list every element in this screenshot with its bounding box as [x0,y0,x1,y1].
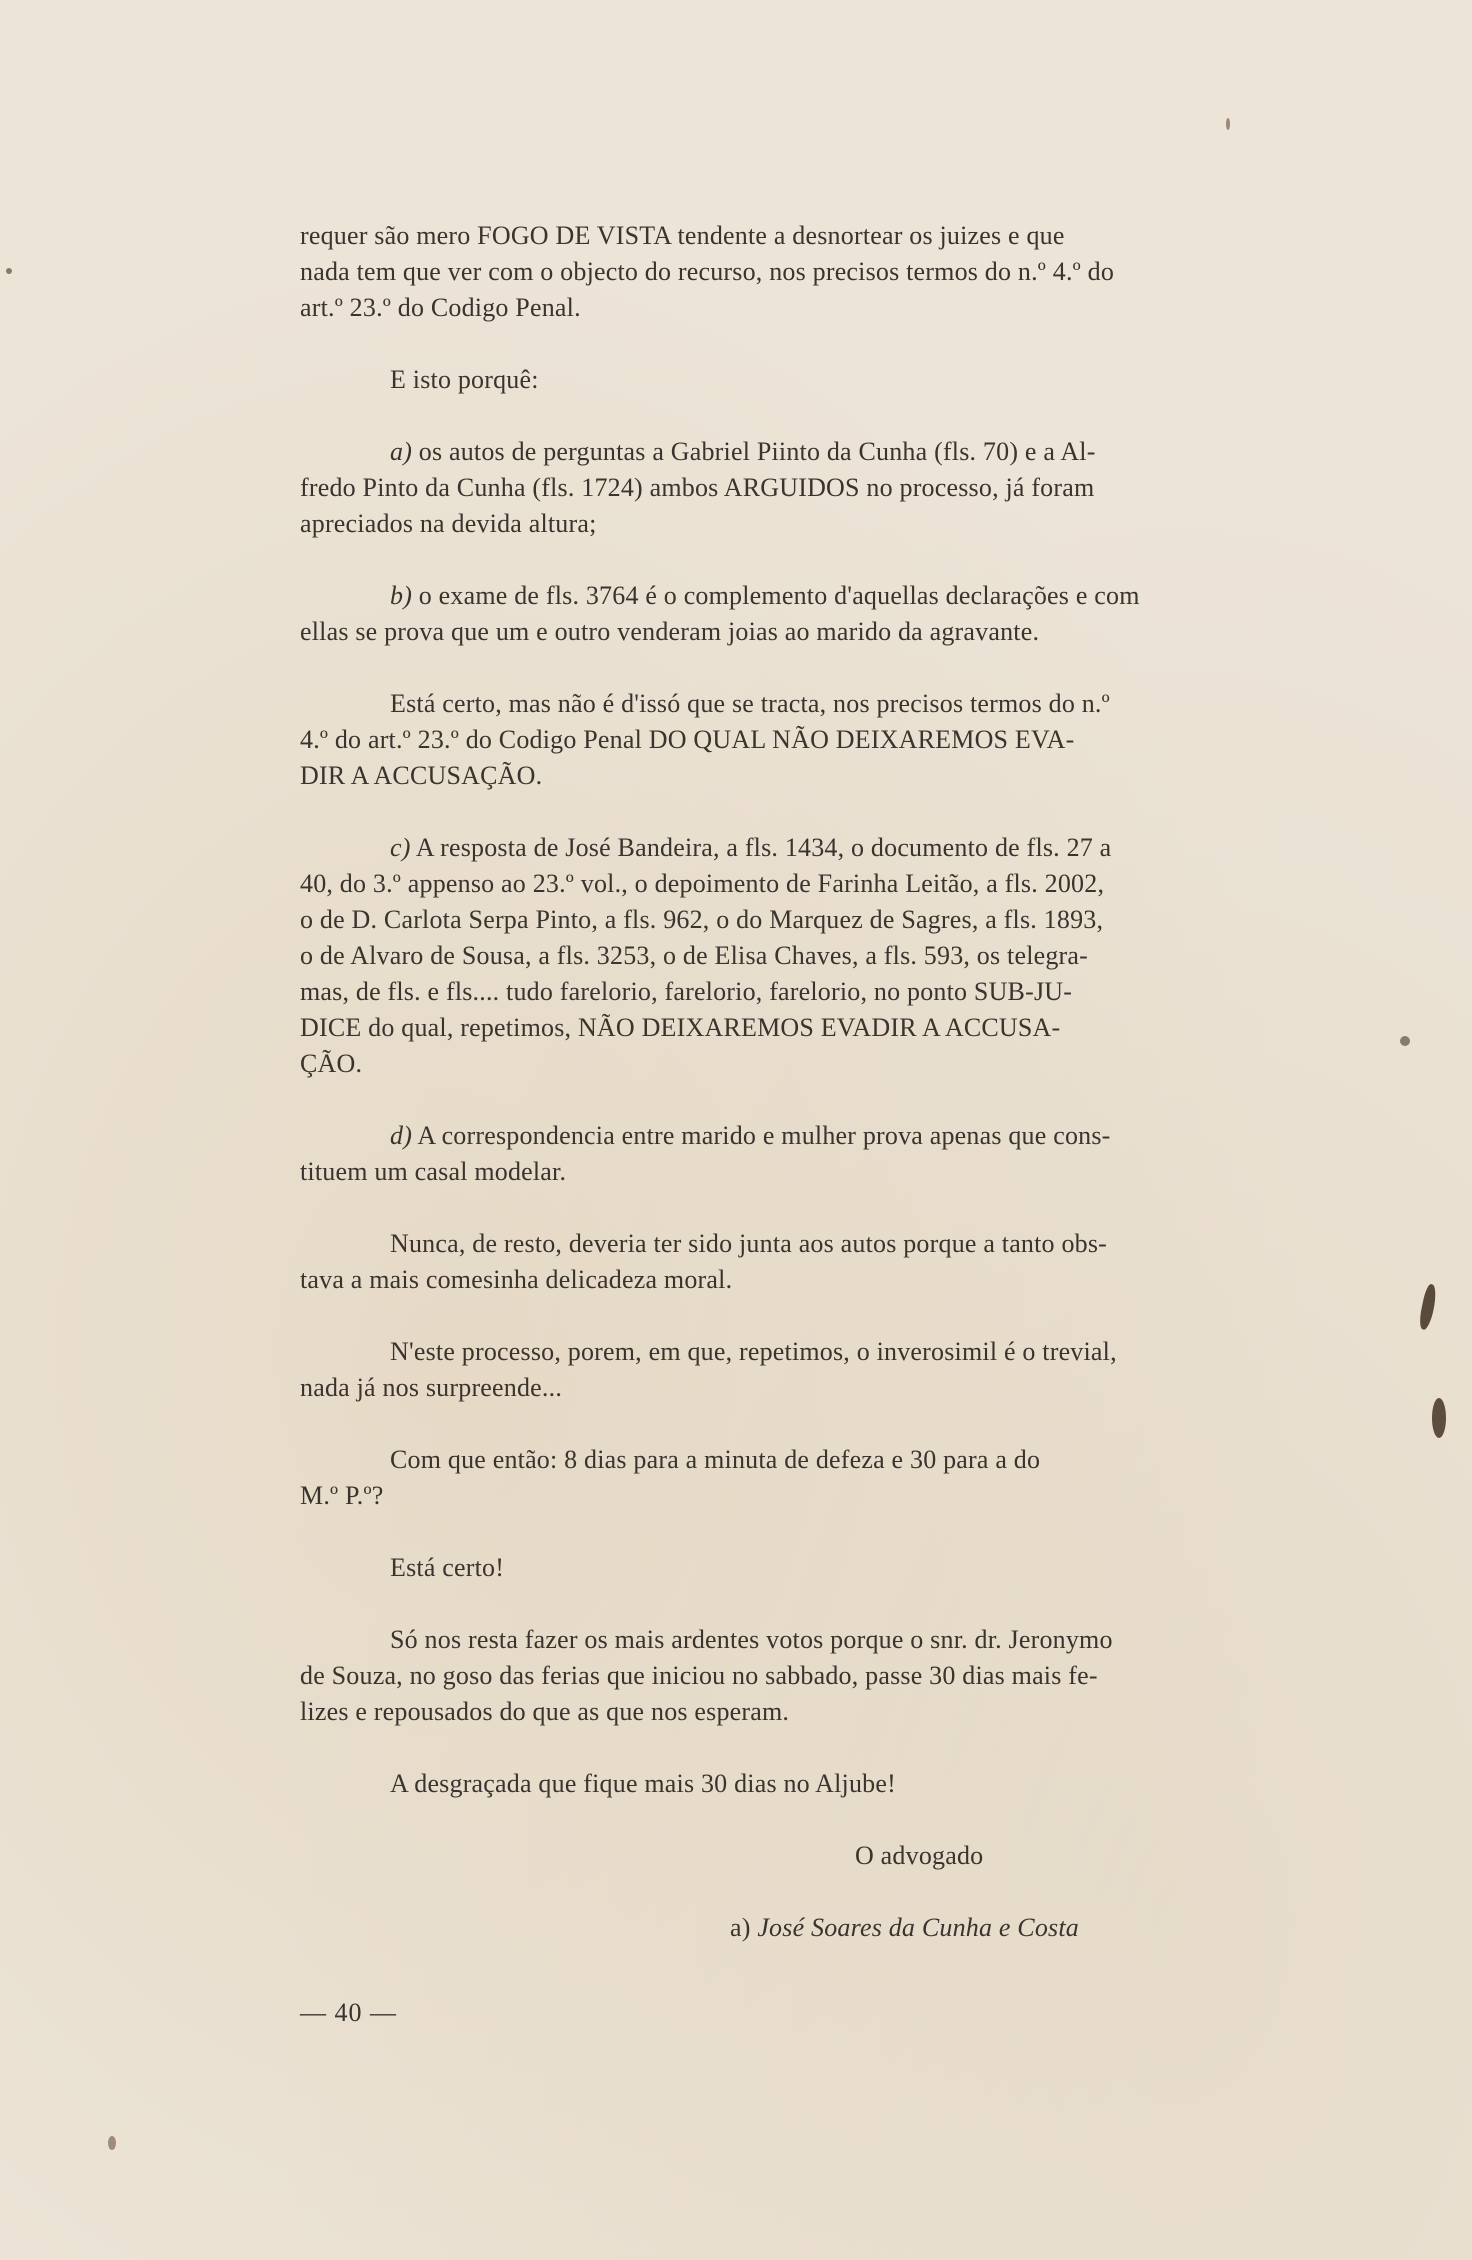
stain-mark [6,268,12,274]
text-line: requer são mero FOGO DE VISTA tendente a desnortear os juizes e que [300,221,1065,250]
text-line: ÇÃO. [300,1049,363,1078]
paragraph-esta-certo-2 [300,1550,1272,1586]
text-line: tava a mais comesinha delicadeza moral. [300,1265,733,1294]
item-label: b) [390,581,413,610]
paragraph-desgracada [300,1766,1272,1802]
text-line: fredo Pinto da Cunha (fls. 1724) ambos ARGUIDOS no processo, já foram [300,473,1095,502]
signature-name: José Soares da Cunha e Costa [757,1913,1079,1942]
text-line: A desgraçada que fique mais 30 dias no Aljube! [390,1769,896,1798]
signature-prefix: a) [730,1913,751,1942]
text-line: de Souza, no goso das ferias que iniciou no sabbado, passe 30 dias mais fe- [300,1661,1098,1690]
paragraph-a [300,434,1272,542]
paragraph-esta-certo [300,686,1272,794]
text-line: 40, do 3.º appenso ao 23.º vol., o depoimento de Farinha Leitão, a fls. 2002, [300,869,1105,898]
text-line: o de Alvaro de Sousa, a fls. 3253, o de Elisa Chaves, a fls. 593, os telegra- [300,941,1089,970]
text-line: lizes e repousados do que as que nos esperam. [300,1697,790,1726]
ink-smudge [1417,1283,1438,1330]
text-line: 4.º do art.º 23.º do Codigo Penal DO QUAL NÃO DEIXAREMOS EVA- [300,725,1075,754]
item-label: a) [390,437,413,466]
text-line: M.º P.º? [300,1481,384,1510]
paragraph-porque [300,362,1272,398]
paragraph-intro [300,218,1272,326]
paragraph-d [300,1118,1272,1190]
signature-line [300,1910,1272,1946]
stain-mark [1400,1036,1410,1046]
text-line: os autos de perguntas a Gabriel Piinto da Cunha (fls. 70) e a Al- [418,437,1096,466]
text-line: nada já nos surpreende... [300,1373,563,1402]
item-label: d) [390,1121,413,1150]
text-line: Nunca, de resto, deveria ter sido junta aos autos porque a tanto obs- [390,1229,1108,1258]
text-line: Está certo! [390,1553,505,1582]
text-line: DICE do qual, repetimos, NÃO DEIXAREMOS EVADIR A ACCUSA- [300,1013,1061,1042]
text-line: art.º 23.º do Codigo Penal. [300,293,581,322]
paragraph-b [300,578,1272,650]
text-line: E isto porquê: [390,365,539,394]
text-line: mas, de fls. e fls.... tudo farelorio, farelorio, farelorio, no ponto SUB-JU- [300,977,1073,1006]
text-line: o exame de fls. 3764 é o complemento d'aquellas declarações e com [418,581,1140,610]
text-line: Com que então: 8 dias para a minuta de defeza e 30 para a do [390,1445,1041,1474]
text-line: Está certo, mas não é d'issó que se tracta, nos precisos termos do n.º [390,689,1110,718]
text-line: N'este processo, porem, em que, repetimos, o inverosimil é o trevial, [390,1337,1117,1366]
text-line: ellas se prova que um e outro venderam joias ao marido da agravante. [300,617,1040,646]
body-text [300,218,1272,1982]
text-line: A correspondencia entre marido e mulher prova apenas que cons- [417,1121,1111,1150]
paragraph-com-que-entao [300,1442,1272,1514]
item-label: c) [390,833,411,862]
paragraph-so-nos-resta [300,1622,1272,1730]
text-line: apreciados na devida altura; [300,509,597,538]
signature-title: O advogado [855,1841,984,1870]
ink-smudge [1432,1398,1446,1438]
text-line: A resposta de José Bandeira, a fls. 1434, o documento de fls. 27 a [415,833,1112,862]
text-line: DIR A ACCUSAÇÃO. [300,761,543,790]
stain-mark [108,2136,116,2150]
text-line: nada tem que ver com o objecto do recurso, nos precisos termos do n.º 4.º do [300,257,1115,286]
paragraph-c [300,830,1272,1082]
page-number: — 40 — [300,1998,397,2027]
stain-mark [1226,118,1230,130]
text-line: tituem um casal modelar. [300,1157,567,1186]
text-line: Só nos resta fazer os mais ardentes votos porque o snr. dr. Jeronymo [390,1625,1113,1654]
text-line: o de D. Carlota Serpa Pinto, a fls. 962, o do Marquez de Sagres, a fls. 1893, [300,905,1104,934]
paragraph-neste-processo [300,1334,1272,1406]
paragraph-nunca [300,1226,1272,1298]
